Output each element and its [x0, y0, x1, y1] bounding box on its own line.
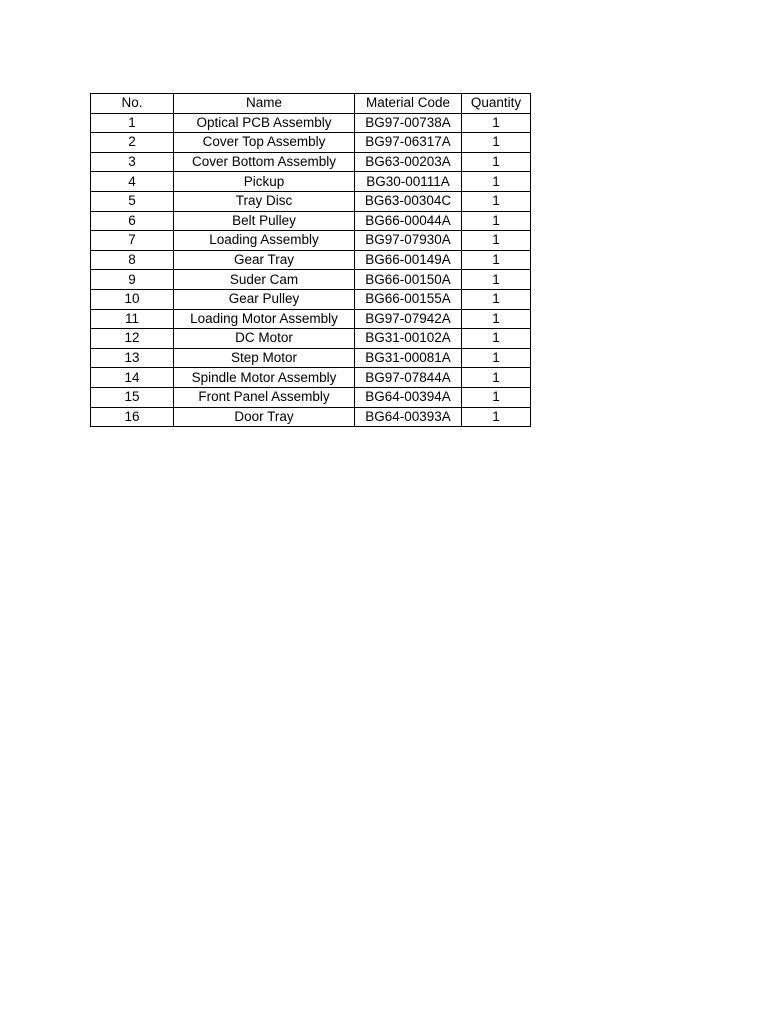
header-name: Name [174, 94, 355, 114]
cell-quantity: 1 [462, 211, 531, 231]
cell-no: 2 [91, 133, 174, 153]
cell-material-code: BG31-00081A [355, 348, 462, 368]
cell-name: DC Motor [174, 329, 355, 349]
cell-name: Front Panel Assembly [174, 387, 355, 407]
cell-quantity: 1 [462, 172, 531, 192]
cell-no: 3 [91, 152, 174, 172]
cell-name: Suder Cam [174, 270, 355, 290]
cell-quantity: 1 [462, 231, 531, 251]
cell-no: 1 [91, 113, 174, 133]
cell-quantity: 1 [462, 191, 531, 211]
cell-name: Tray Disc [174, 191, 355, 211]
cell-no: 13 [91, 348, 174, 368]
cell-quantity: 1 [462, 250, 531, 270]
cell-material-code: BG97-07844A [355, 368, 462, 388]
header-row [91, 94, 531, 114]
cell-quantity: 1 [462, 289, 531, 309]
cell-material-code: BG66-00155A [355, 289, 462, 309]
cell-no: 9 [91, 270, 174, 290]
cell-no: 8 [91, 250, 174, 270]
table-body [91, 113, 531, 427]
cell-material-code: BG64-00394A [355, 387, 462, 407]
cell-quantity: 1 [462, 270, 531, 290]
table-row [91, 309, 531, 329]
cell-no: 4 [91, 172, 174, 192]
cell-material-code: BG66-00044A [355, 211, 462, 231]
cell-material-code: BG63-00203A [355, 152, 462, 172]
cell-material-code: BG63-00304C [355, 191, 462, 211]
header-no: No. [91, 94, 174, 114]
table-row [91, 133, 531, 153]
cell-no: 6 [91, 211, 174, 231]
cell-material-code: BG97-07930A [355, 231, 462, 251]
cell-name: Belt Pulley [174, 211, 355, 231]
cell-name: Cover Top Assembly [174, 133, 355, 153]
header-material-code: Material Code [355, 94, 462, 114]
cell-no: 10 [91, 289, 174, 309]
table-row [91, 407, 531, 427]
cell-quantity: 1 [462, 368, 531, 388]
table-row [91, 191, 531, 211]
cell-quantity: 1 [462, 407, 531, 427]
cell-name: Pickup [174, 172, 355, 192]
cell-name: Gear Pulley [174, 289, 355, 309]
table-row [91, 152, 531, 172]
cell-quantity: 1 [462, 329, 531, 349]
cell-material-code: BG97-06317A [355, 133, 462, 153]
cell-no: 11 [91, 309, 174, 329]
cell-name: Cover Bottom Assembly [174, 152, 355, 172]
cell-material-code: BG64-00393A [355, 407, 462, 427]
cell-quantity: 1 [462, 152, 531, 172]
cell-material-code: BG66-00149A [355, 250, 462, 270]
table-header [91, 94, 531, 114]
cell-no: 7 [91, 231, 174, 251]
cell-name: Step Motor [174, 348, 355, 368]
cell-material-code: BG97-07942A [355, 309, 462, 329]
table-row [91, 172, 531, 192]
table-row [91, 387, 531, 407]
cell-name: Loading Motor Assembly [174, 309, 355, 329]
cell-no: 16 [91, 407, 174, 427]
cell-no: 5 [91, 191, 174, 211]
cell-name: Loading Assembly [174, 231, 355, 251]
cell-no: 12 [91, 329, 174, 349]
cell-name: Optical PCB Assembly [174, 113, 355, 133]
cell-name: Gear Tray [174, 250, 355, 270]
table-row [91, 329, 531, 349]
header-quantity: Quantity [462, 94, 531, 114]
cell-no: 14 [91, 368, 174, 388]
cell-name: Spindle Motor Assembly [174, 368, 355, 388]
table-row [91, 113, 531, 133]
parts-list-table [90, 93, 531, 427]
cell-quantity: 1 [462, 309, 531, 329]
cell-no: 15 [91, 387, 174, 407]
table-row [91, 250, 531, 270]
table-row [91, 348, 531, 368]
cell-material-code: BG31-00102A [355, 329, 462, 349]
cell-material-code: BG66-00150A [355, 270, 462, 290]
cell-quantity: 1 [462, 113, 531, 133]
cell-quantity: 1 [462, 133, 531, 153]
cell-quantity: 1 [462, 387, 531, 407]
table-row [91, 270, 531, 290]
cell-material-code: BG97-00738A [355, 113, 462, 133]
cell-quantity: 1 [462, 348, 531, 368]
table-row [91, 211, 531, 231]
cell-name: Door Tray [174, 407, 355, 427]
table-row [91, 368, 531, 388]
table-row [91, 231, 531, 251]
cell-material-code: BG30-00111A [355, 172, 462, 192]
table-row [91, 289, 531, 309]
